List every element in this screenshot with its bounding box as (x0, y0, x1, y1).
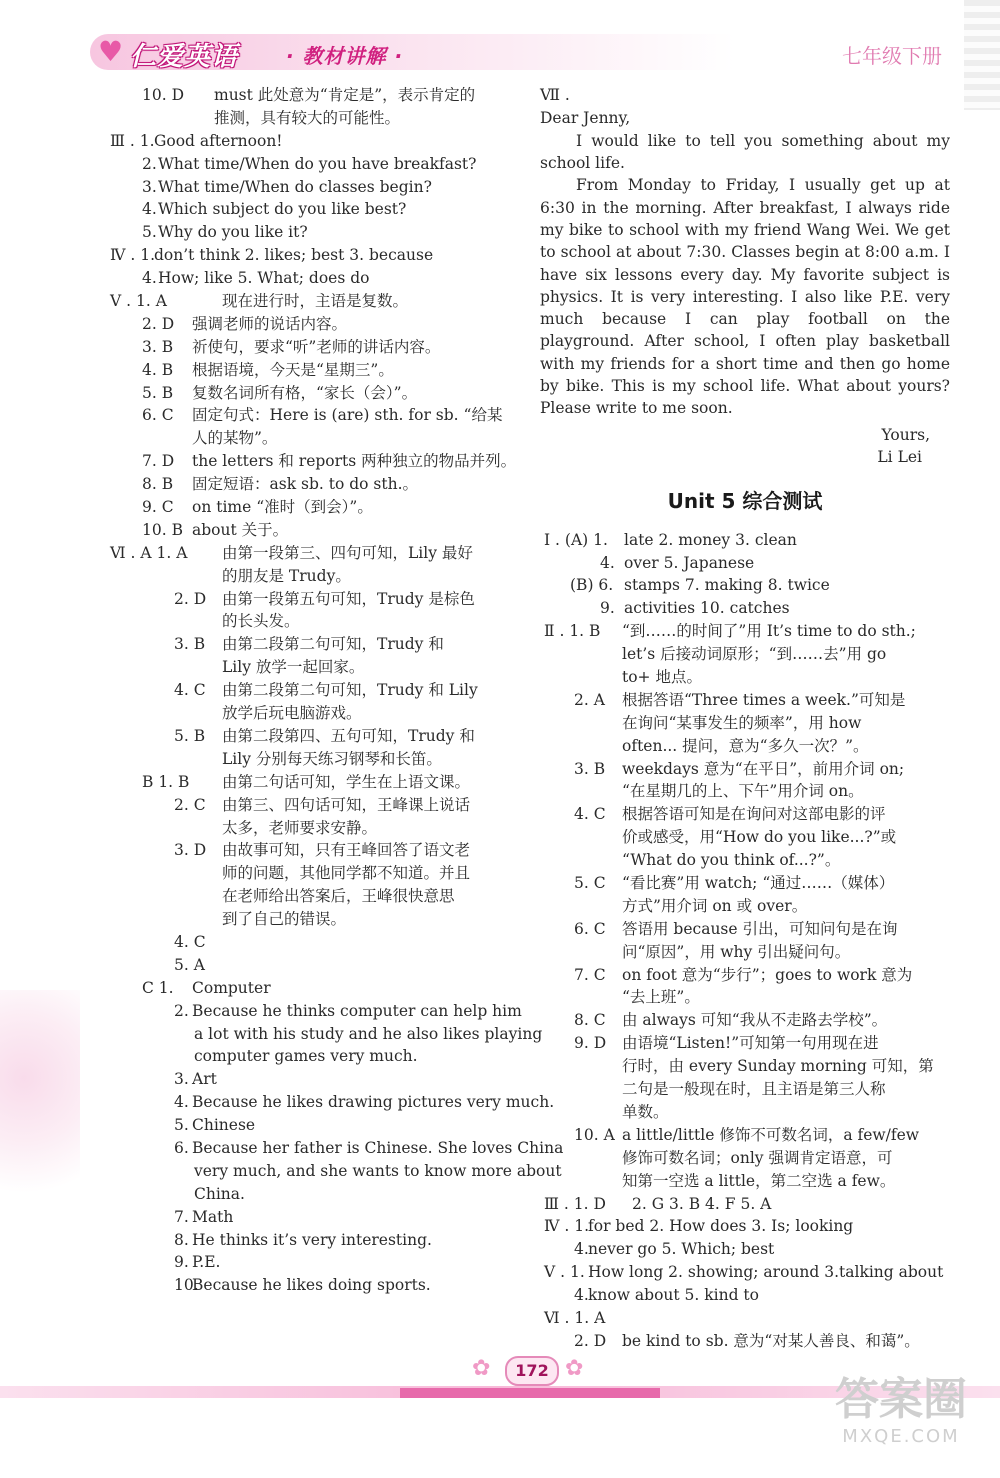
answer-line (540, 574, 950, 597)
answer-number: 9. (174, 1253, 189, 1272)
answer-number: 5. B (174, 726, 206, 745)
answer-number: 7. D (142, 452, 175, 471)
answer-line (100, 404, 525, 427)
answer-text: 知第一空选 a little，第二空选 a few。 (622, 1171, 896, 1190)
answer-text: 修饰可数名词；only 强调肯定语意，可 (622, 1148, 893, 1167)
answer-text: 由 always 可知“我从不走路去学校”。 (622, 1011, 888, 1030)
answer-line (100, 588, 525, 611)
answer-number: Ⅲ . 1. (110, 131, 155, 150)
watermark-sub: MXQE.COM (842, 1426, 960, 1447)
answer-number: B 1. B (142, 772, 190, 791)
answer-line (540, 872, 950, 895)
answer-number: 9. D (574, 1034, 607, 1053)
answer-line (100, 931, 525, 954)
answer-number: 10. B (142, 520, 183, 539)
letter-block (540, 84, 950, 469)
answer-number: 8. (174, 1230, 189, 1249)
answer-text: 太多，老师要求安静。 (222, 818, 378, 837)
answer-line (100, 153, 525, 176)
answer-line (100, 610, 525, 633)
answer-number: 7. C (574, 965, 606, 984)
letter-paragraph-2: From Monday to Friday, I usually get up at 6:30 in the morning. After breakfast, I always ride my bike to school with my friend Wang Wei. We get to school at about 7:30. Classes begin at 8:00 a.m. I have six lessons every day. My favorite subject is physics. It is very interesting. I also like P.E. very much because I can play football on the playground. After school, I often play basketball with my friends for a short time and then go home by bike. This is my school life. What about yours? Please write to me soon. (540, 176, 950, 418)
answer-line (540, 712, 950, 735)
answer-line (100, 1023, 543, 1046)
answer-line (100, 176, 525, 199)
answer-text: 放学后玩电脑游戏。 (222, 704, 362, 723)
answer-line (540, 1284, 950, 1307)
answer-number: 3. B (174, 635, 206, 654)
answer-text: 由第二段第四、五句可知，Trudy 和 (222, 726, 475, 745)
answer-line (540, 620, 950, 643)
answer-number: 4. C (174, 681, 206, 700)
answer-text: 在老师给出答案后，王峰很快意思 (222, 887, 455, 906)
answer-text: What time/When do you have breakfast? (158, 154, 477, 173)
answer-number: 4. (142, 200, 157, 219)
answer-text: Because he likes drawing pictures very much. (192, 1093, 555, 1112)
letter-section-number: Ⅶ . (540, 86, 570, 104)
answer-line (100, 496, 525, 519)
answer-text: 人的某物”。 (192, 429, 278, 448)
answer-line (100, 427, 525, 450)
answer-number: 4. C (174, 932, 206, 951)
answer-text: Art (192, 1070, 217, 1089)
answer-line (100, 1229, 525, 1252)
answer-line (100, 1206, 525, 1229)
side-decoration (0, 990, 80, 1210)
letter-closing: Yours, (881, 425, 930, 444)
answer-text: often... 提问，意为“多久一次？”。 (622, 736, 869, 755)
answer-line (540, 849, 950, 872)
answer-text: must 此处意为“肯定是”，表示肯定的 (214, 86, 476, 104)
answer-line (100, 542, 525, 565)
answer-line (100, 1251, 525, 1274)
answer-line (540, 552, 950, 575)
answer-text: on time “准时（到会）”。 (192, 498, 373, 517)
answer-text: Why do you like it? (158, 223, 308, 242)
answer-text: “去上班”。 (622, 988, 700, 1007)
heart-icon: ♥ (98, 35, 124, 68)
answer-line (100, 473, 525, 496)
answer-number: 4. B (142, 360, 174, 379)
answer-text: 根据语境，今天是“星期三”。 (192, 360, 394, 379)
answer-line (100, 221, 525, 244)
answer-text: on foot 意为“步行”；goes to work 意为 (622, 965, 913, 984)
answer-text: How; like 5. What; does do (158, 269, 370, 288)
answer-text: How long 2. showing; around 3.talking about (588, 1263, 944, 1282)
answer-text: Lily 放学一起回家。 (222, 658, 365, 677)
answer-text: be kind to sb. 意为“对某人善良、和蔼”。 (622, 1331, 920, 1350)
answer-text: 的朋友是 Trudy。 (222, 566, 351, 585)
answer-text: computer games very much. (194, 1047, 418, 1066)
answer-number: C 1. (142, 978, 174, 997)
answer-text: “在星期几的上、下午”用介词 on。 (622, 782, 864, 801)
answer-line (100, 725, 525, 748)
unit-answers (540, 529, 950, 1353)
answer-number: 8. B (142, 475, 174, 494)
answer-line (540, 1307, 950, 1330)
answer-text: very much, and she wants to know more about (194, 1161, 562, 1180)
answer-number: (B) 6. (570, 576, 614, 595)
answer-line (540, 826, 950, 849)
answer-line (540, 986, 950, 1009)
answer-line (100, 130, 525, 153)
flower-icon: ✿ (472, 1356, 491, 1381)
letter-signature: Li Lei (877, 448, 922, 467)
answer-text: 由第二段第二句可知，Trudy 和 (222, 635, 444, 654)
answer-line (540, 1330, 950, 1353)
answer-number: 2. D (574, 1331, 607, 1350)
answer-text: for bed 2. How does 3. Is; looking (588, 1217, 854, 1236)
answer-line (100, 107, 525, 130)
answer-text: 由第二段第二句可知，Trudy 和 Lily (222, 681, 478, 700)
answer-line (540, 964, 950, 987)
watermark-main: 答案圈 (835, 1374, 967, 1425)
answer-text: 固定句式：Here is (are) sth. for sb. “给某 (192, 406, 503, 425)
answer-line (540, 1032, 950, 1055)
section-label: · 教材讲解 · (286, 44, 404, 68)
answer-line (100, 198, 525, 221)
footer-bar (400, 1388, 660, 1398)
answer-text: 推测，具有较大的可能性。 (214, 108, 401, 127)
answer-line (540, 941, 950, 964)
answer-text: “What do you think of...?”。 (622, 851, 841, 870)
answer-line (540, 1193, 950, 1216)
answer-text: know about 5. kind to (588, 1286, 759, 1305)
answer-line (100, 359, 525, 382)
answer-text: China. (194, 1184, 245, 1203)
answer-text: Computer (192, 978, 271, 997)
answer-text: 的长头发。 (222, 612, 300, 631)
answer-text: 由第二句话可知，学生在上语文课。 (222, 772, 471, 791)
grade-label: 七年级下册 (842, 44, 942, 68)
answer-line (100, 633, 525, 656)
answer-number: 5. A (174, 955, 205, 974)
answer-line (100, 748, 525, 771)
answer-line (540, 895, 950, 918)
answer-line (100, 954, 525, 977)
answer-number: 2. (174, 1001, 189, 1020)
answer-text: a lot with his study and he also likes playing (194, 1024, 543, 1043)
answer-line (100, 1137, 564, 1160)
answer-number: 2. (142, 154, 157, 173)
answer-number: 9. (600, 599, 615, 618)
answer-number: 5. B (142, 383, 174, 402)
answer-text: 价或感受，用“How do you like...?”或 (622, 828, 897, 847)
answer-number: 6. C (142, 406, 174, 425)
answer-text: Because he likes doing sports. (192, 1276, 431, 1295)
answer-line (100, 1068, 525, 1091)
watermark (816, 1374, 986, 1464)
brand-title: 仁爱英语 (130, 42, 239, 72)
answer-number: Ⅴ . 1. (544, 1263, 585, 1282)
answer-line (540, 1124, 950, 1147)
answer-text: 由第一段第五句可知，Trudy 是棕色 (222, 589, 475, 608)
answer-line (540, 780, 950, 803)
answer-line (540, 1147, 950, 1170)
answer-line (100, 519, 525, 542)
answer-number: Ⅱ . 1. B (544, 622, 601, 641)
answer-number: 4. C (574, 805, 606, 824)
answer-line (540, 597, 950, 620)
answer-number: 10. (174, 1276, 199, 1295)
answer-number: 3. (142, 177, 157, 196)
answer-number: 6. C (574, 919, 606, 938)
answer-number: Ⅵ . 1. A (544, 1308, 606, 1327)
answer-text: He thinks it’s very interesting. (192, 1230, 432, 1249)
answer-line (100, 702, 525, 725)
answer-line (100, 817, 525, 840)
answer-line (540, 666, 950, 689)
answer-line (100, 1274, 525, 1297)
answer-text: 2. G 3. B 4. F 5. A (632, 1194, 772, 1213)
answer-text: 行时，由 every Sunday morning 可知，第 (622, 1057, 934, 1076)
answer-text: the letters 和 reports 两种独立的物品并列。 (192, 452, 517, 471)
answer-line (540, 1055, 950, 1078)
answer-number: 5. (174, 1116, 189, 1135)
answer-number: 3. (174, 1070, 189, 1089)
answer-number: 10. A (574, 1125, 615, 1144)
answer-text: P.E. (192, 1253, 221, 1272)
answer-text: “看比赛”用 watch; “通过……（媒体） (622, 874, 895, 893)
answer-line (100, 313, 525, 336)
answer-text: Because he thinks computer can help him (192, 1001, 522, 1020)
answer-text: Math (192, 1207, 234, 1226)
answer-text: 到了自己的错误。 (222, 910, 347, 929)
answer-text: “到……的时间了”用 It’s time to do sth.; (622, 622, 916, 641)
answer-text: about 关于。 (192, 520, 289, 539)
answer-text: 强调老师的说话内容。 (192, 314, 348, 333)
answer-number: Ⅰ . (A) 1. (544, 530, 608, 549)
answer-number: Ⅳ . 1. (544, 1217, 590, 1236)
answer-line (100, 1160, 562, 1183)
answer-text: stamps 7. making 8. twice (624, 576, 830, 595)
answer-text: 二句是一般现在时，且主语是第三人称 (622, 1080, 886, 1099)
answer-number: 8. C (574, 1011, 606, 1030)
answer-text: 在询问“某事发生的频率”，用 how (622, 713, 862, 732)
answer-line (540, 1078, 950, 1101)
answer-text: a little/little 修饰不可数名词，a few/few (622, 1125, 920, 1144)
answer-line (540, 1009, 950, 1032)
answer-line (100, 656, 525, 679)
answer-line (100, 290, 525, 313)
answer-text: 根据答语可知是在询问对这部电影的评 (622, 805, 886, 824)
answer-number: 2. C (174, 795, 206, 814)
answer-text: Lily 分别每天练习钢琴和长笛。 (222, 749, 442, 768)
answer-text: Good afternoon! (154, 131, 283, 150)
answer-number: 7. (174, 1207, 189, 1226)
answer-text: What time/When do classes begin? (158, 177, 432, 196)
answer-number: 4. (600, 553, 615, 572)
answer-text: 固定短语：ask sb. to do sth.。 (192, 475, 419, 494)
answer-line (100, 1045, 525, 1068)
answer-line (540, 1215, 950, 1238)
answer-line (100, 382, 525, 405)
answer-line (100, 267, 525, 290)
answer-number: 4. (574, 1240, 589, 1259)
answer-line (100, 1000, 525, 1023)
answer-line (100, 1183, 525, 1206)
answer-line (100, 565, 525, 588)
answer-number: 4. (174, 1093, 189, 1112)
answer-line (540, 735, 950, 758)
answer-line (540, 758, 950, 781)
answer-text: over 5. Japanese (624, 553, 755, 572)
answer-line (540, 643, 950, 666)
answer-text: 问“原因”，用 why 引出疑问句。 (622, 942, 851, 961)
answer-number: 10. D (142, 86, 185, 104)
answer-number: Ⅳ . 1. (110, 246, 156, 265)
answer-line (540, 1170, 950, 1193)
answer-line (540, 529, 950, 552)
answer-line (540, 918, 950, 941)
answer-number: 2. D (174, 589, 207, 608)
right-column (540, 84, 950, 1353)
answer-line (100, 336, 525, 359)
answer-text: let’s 后接动词原形；“到……去”用 go (622, 645, 887, 664)
answer-line (100, 862, 525, 885)
answer-number: 4. (142, 269, 157, 288)
answer-text: don’t think 2. likes; best 3. because (154, 246, 434, 265)
answer-line (100, 885, 525, 908)
answer-text: 由第一段第三、四句可知，Lily 最好 (222, 543, 473, 562)
answer-line (540, 803, 950, 826)
answer-number: 3. B (574, 759, 606, 778)
answer-number: 5. (142, 223, 157, 242)
answer-line (540, 1101, 950, 1124)
letter-paragraph-1: I would like to tell you something about my school life. (540, 131, 950, 173)
answer-text: activities 10. catches (624, 599, 790, 618)
letter-greeting: Dear Jenny, (540, 108, 631, 127)
page-number: 172 (505, 1356, 559, 1386)
answer-text: 单数。 (622, 1102, 669, 1121)
answer-text: never go 5. Which; best (588, 1240, 775, 1259)
answer-text: to+ 地点。 (622, 668, 702, 687)
answer-line (100, 839, 525, 862)
answer-number: 4. (574, 1286, 589, 1305)
answer-line (540, 1238, 950, 1261)
answer-text: 由第三、四句话可知，王峰课上说话 (222, 795, 471, 814)
answer-text: Chinese (192, 1116, 256, 1135)
answer-line (540, 689, 950, 712)
answer-line (100, 771, 525, 794)
answer-text: 祈使句，要求“听”老师的讲话内容。 (192, 337, 441, 356)
answer-line (100, 908, 525, 931)
answer-line (100, 84, 525, 107)
answer-text: 由语境“Listen!”可知第一句用现在进 (622, 1034, 879, 1053)
page-header (0, 28, 1000, 78)
answer-number: 9. C (142, 498, 174, 517)
answer-text: Which subject do you like best? (158, 200, 407, 219)
answer-text: 师的问题，其他同学都不知道。并且 (222, 864, 471, 883)
answer-text: weekdays 意为“在平日”，前用介词 on; (622, 759, 905, 778)
answer-text: 根据答语“Three times a week.”可知是 (622, 690, 906, 709)
answer-text: 现在进行时，主语是复数。 (222, 292, 409, 311)
answer-line (100, 977, 525, 1000)
answer-number: Ⅵ . A 1. A (110, 543, 188, 562)
answer-text: 方式”用介词 on 或 over。 (622, 896, 808, 915)
answer-line (100, 450, 525, 473)
unit-title: Unit 5 综合测试 (667, 488, 823, 513)
answer-line (540, 1261, 950, 1284)
answer-number: Ⅲ . 1. D (544, 1194, 606, 1213)
answer-number: 3. B (142, 337, 174, 356)
answer-number: 3. D (174, 841, 207, 860)
answer-line (100, 244, 525, 267)
answer-line (100, 794, 525, 817)
answer-text: Because her father is Chinese. She loves China (192, 1138, 564, 1157)
answer-line (100, 679, 525, 702)
answer-number: 6. (174, 1138, 189, 1157)
answer-text: 由故事可知，只有王峰回答了语文老 (222, 841, 471, 860)
answer-number: 5. C (574, 874, 606, 893)
flower-icon: ✿ (565, 1356, 584, 1381)
answer-number: Ⅴ . 1. A (110, 292, 167, 311)
answer-number: 2. A (574, 690, 605, 709)
answer-number: 2. D (142, 314, 175, 333)
answer-text: 复数名词所有格，“家长（会）”。 (192, 383, 418, 402)
answer-line (100, 1114, 525, 1137)
answer-line (100, 1091, 555, 1114)
answer-text: late 2. money 3. clean (624, 530, 797, 549)
answer-text: 答语用 because 引出，可知问句是在询 (622, 919, 898, 938)
